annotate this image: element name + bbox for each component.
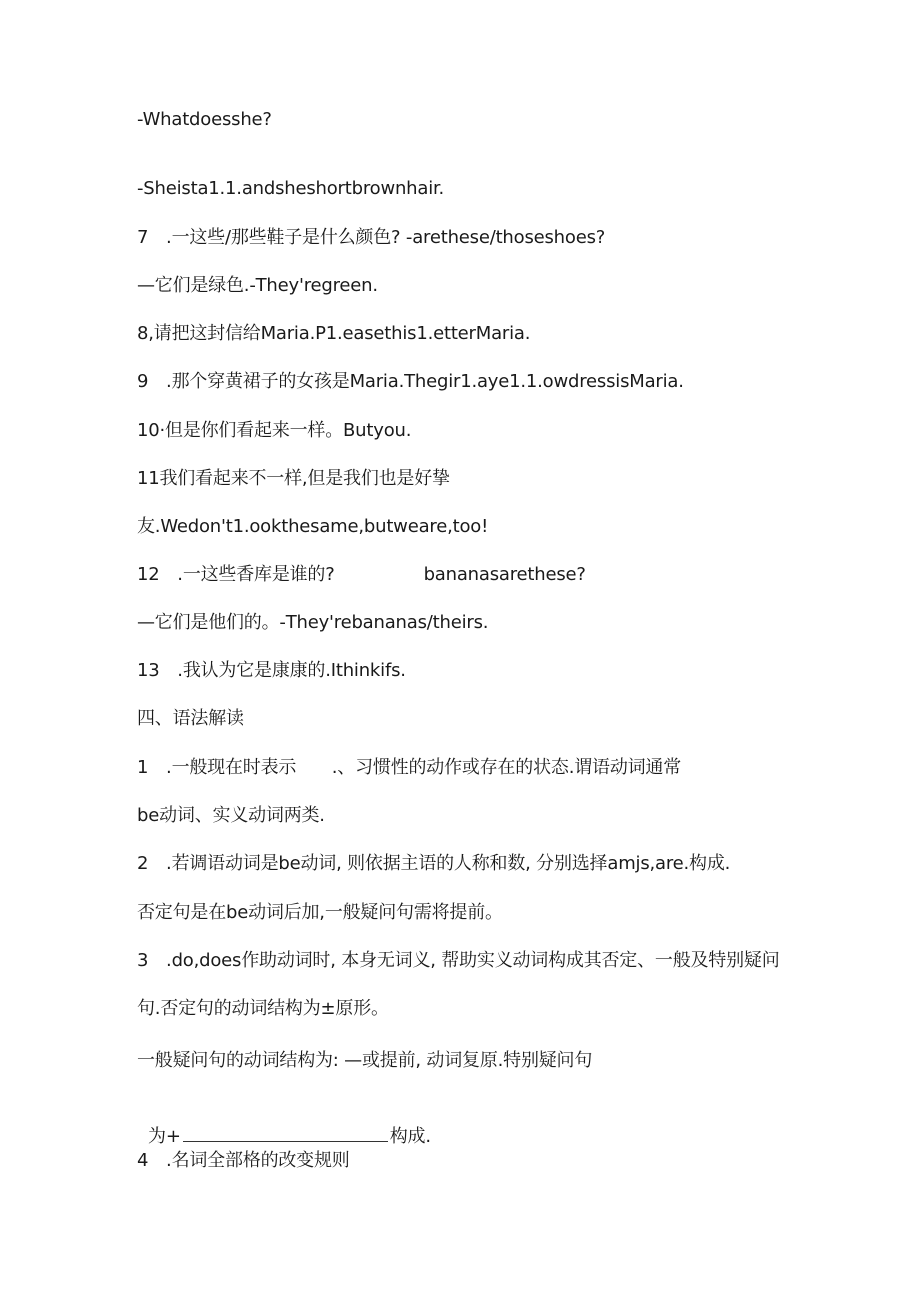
grammar-3-line1: 3 .do,does作助动词时, 本身无词义, 帮助实义动词构成其否定、一般及特别疑问 — [137, 950, 780, 971]
grammar-1-line2: be动词、实义动词两类. — [137, 805, 325, 826]
item-11-line2: 友.Wedon't1.ookthesame,butweare,too! — [137, 516, 489, 537]
grammar-4: 4 .名词全部格的改变规则 — [137, 1150, 350, 1171]
item-12-answer: —它们是他们的。-They'rebananas/theirs. — [137, 612, 489, 633]
item-8: 8,请把这封信给Maria.P1.easethis1.etterMaria. — [137, 323, 531, 344]
item-12-question: 12 .一这些香库是谁的? bananasarethese? — [137, 564, 586, 585]
item-7-answer: —它们是绿色.-They'regreen. — [137, 275, 378, 296]
grammar-2-line1: 2 .若调语动词是be动词, 则依据主语的人称和数, 分别选择amjs,are.构成. — [137, 853, 731, 874]
grammar-2-line2: 否定句是在be动词后加,一般疑问句需将提前。 — [137, 902, 503, 923]
fill-in-blank[interactable] — [183, 1123, 388, 1142]
grammar-3-line3: 一般疑问句的动词结构为: —或提前, 动词复原.特别疑问句 — [137, 1050, 593, 1071]
item-9: 9 .那个穿黄裙子的女孩是Maria.Thegir1.aye1.1.owdressisMaria. — [137, 371, 684, 392]
grammar-3-line2: 句.否定句的动词结构为±原形。 — [137, 998, 389, 1019]
blank-prefix: 为+ — [148, 1126, 181, 1147]
grammar-1-line1: 1 .一般现在时表示 .、习惯性的动作或存在的状态.谓语动词通常 — [137, 757, 682, 778]
blank-suffix: 构成. — [389, 1126, 431, 1147]
item-11-line1: 11我们看起来不一样,但是我们也是好挚 — [137, 468, 450, 489]
item-7-question: 7 .一这些/那些鞋子是什么颜色? -arethese/thoseshoes? — [137, 227, 606, 248]
item-13: 13 .我认为它是康康的.Ithinkifs. — [137, 660, 406, 681]
line-sheista: -Sheista1.1.andsheshortbrownhair. — [137, 178, 445, 199]
item-10: 10·但是你们看起来一样。Butyou. — [137, 420, 412, 441]
line-whatdoesshe: -Whatdoesshe? — [137, 109, 272, 130]
section-heading-grammar: 四、语法解读 — [137, 708, 244, 729]
grammar-3-line4 — [137, 1099, 431, 1149]
